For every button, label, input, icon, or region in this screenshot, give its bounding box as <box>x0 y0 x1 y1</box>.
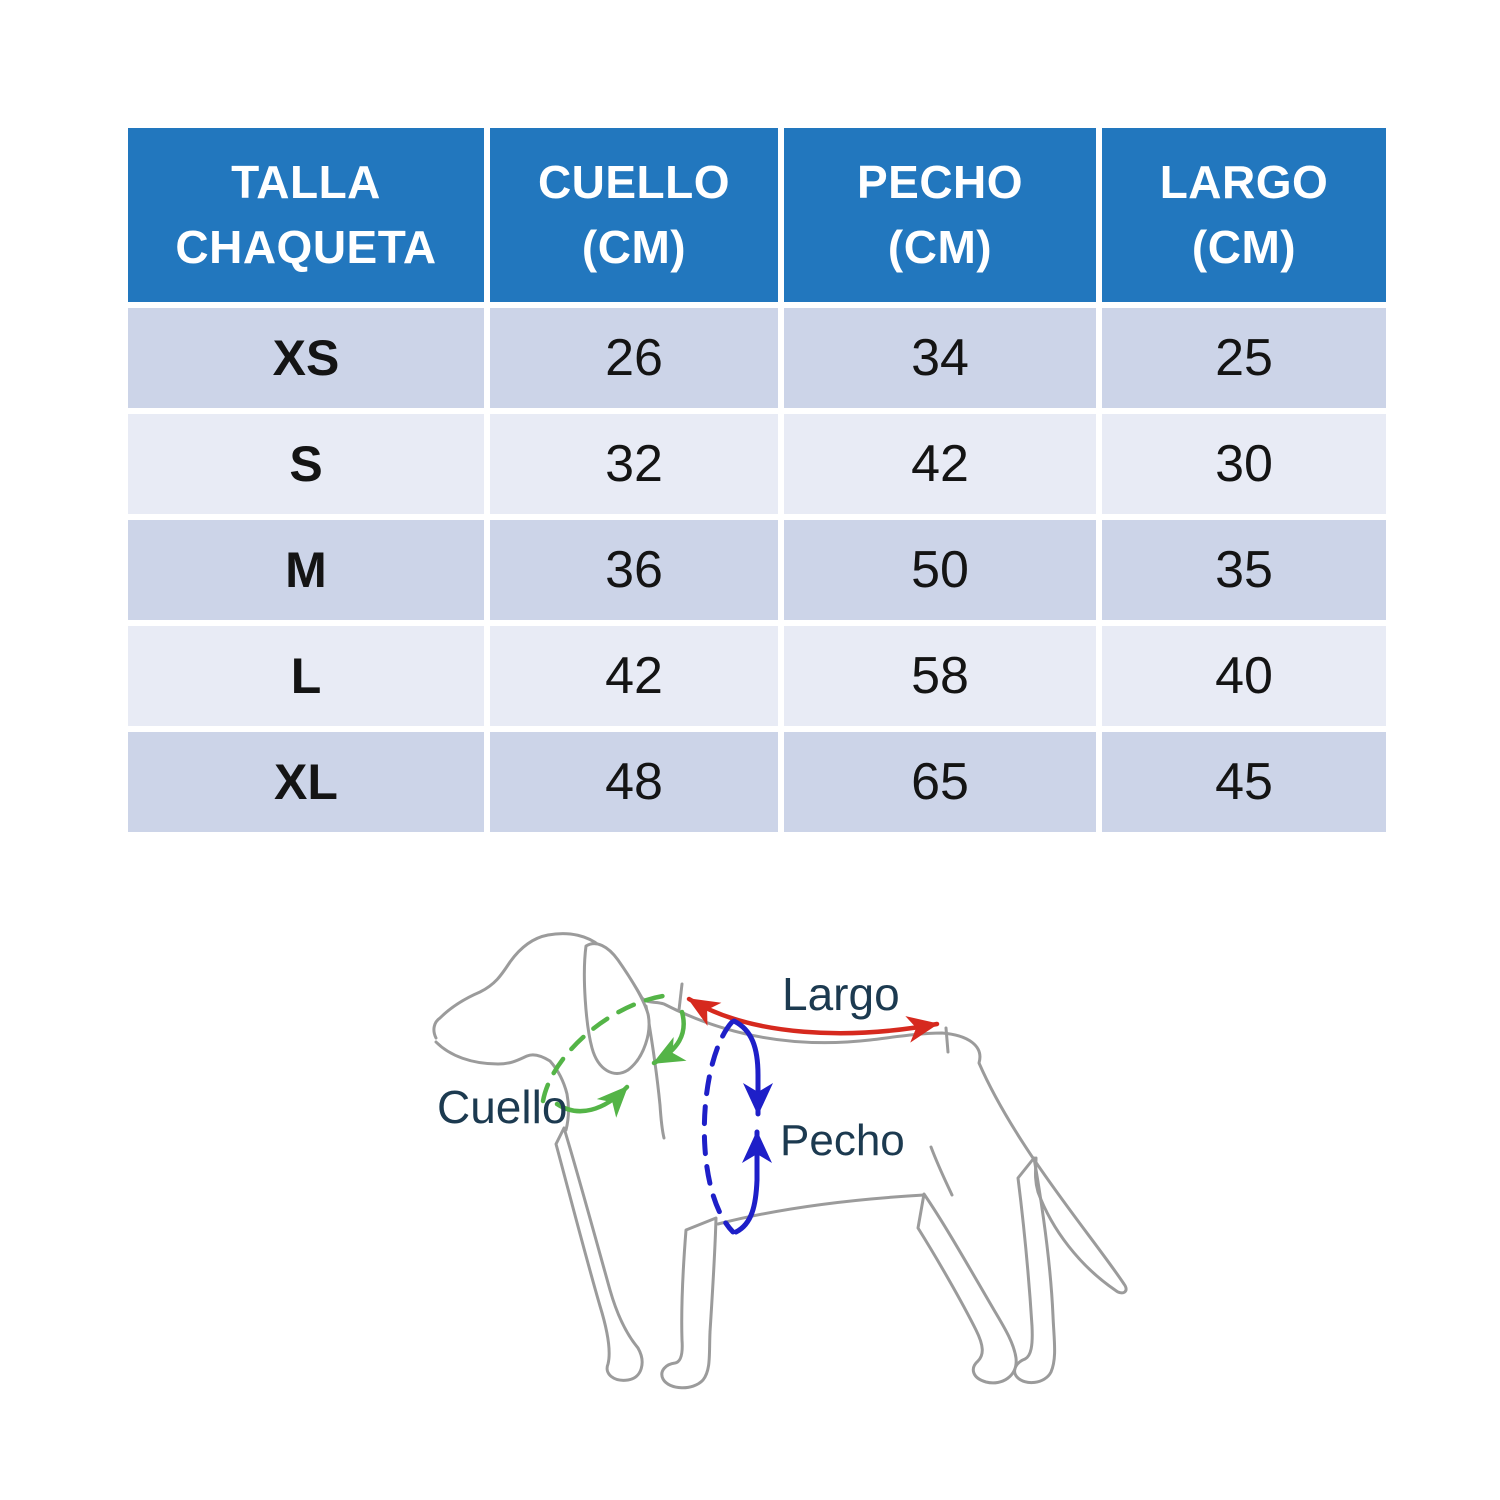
cell-l-largo: 40 <box>1102 626 1386 726</box>
cell-m-largo: 35 <box>1102 520 1386 620</box>
cell-s-largo: 30 <box>1102 414 1386 514</box>
header-cuello-line1: CUELLO <box>537 155 731 208</box>
dog-ear <box>584 944 649 1074</box>
header-talla-line1: TALLA <box>231 155 381 208</box>
dog-thigh-line <box>931 1147 952 1195</box>
cell-s-cuello: 32 <box>490 414 778 514</box>
pecho-dashed-arc <box>704 1022 733 1232</box>
cell-m-pecho: 50 <box>784 520 1096 620</box>
header-largo-line1: LARGO <box>1159 155 1329 208</box>
header-pecho-line2: (CM) <box>887 221 993 273</box>
cell-l-size: L <box>128 626 484 726</box>
dog-far-hind-leg <box>1015 1158 1055 1383</box>
cell-xl-pecho: 65 <box>784 732 1096 832</box>
header-cell-largo <box>1102 128 1386 302</box>
header-talla-line2: CHAQUETA <box>175 221 437 273</box>
cell-m-cuello: 36 <box>490 520 778 620</box>
cell-m-size: M <box>128 520 484 620</box>
pecho-label: Pecho <box>780 1116 905 1165</box>
cell-xs-pecho: 34 <box>784 308 1096 408</box>
cuello-label: Cuello <box>437 1081 568 1133</box>
cell-s-pecho: 42 <box>784 414 1096 514</box>
header-cell-cuello <box>490 128 778 302</box>
header-cell-pecho <box>784 128 1096 302</box>
cell-xl-size: XL <box>128 732 484 832</box>
header-pecho-line1: PECHO <box>856 155 1024 208</box>
cell-xs-cuello: 26 <box>490 308 778 408</box>
cell-xl-cuello: 48 <box>490 732 778 832</box>
cell-l-cuello: 42 <box>490 626 778 726</box>
cell-s-size: S <box>128 414 484 514</box>
cuello-arc-upper <box>654 1012 684 1063</box>
dog-near-hind-leg <box>918 1194 1016 1383</box>
header-largo-line2: (CM) <box>1191 221 1297 273</box>
dog-near-front-leg <box>662 1218 716 1388</box>
cell-xl-largo: 45 <box>1102 732 1386 832</box>
largo-tick-right <box>946 1028 948 1052</box>
header-cuello-line2: (CM) <box>581 221 687 273</box>
largo-tick-left <box>679 984 682 1010</box>
dog-measurement-diagram <box>380 880 1200 1460</box>
cell-xs-largo: 25 <box>1102 308 1386 408</box>
largo-label: Largo <box>782 968 900 1020</box>
cell-l-pecho: 58 <box>784 626 1096 726</box>
cell-xs-size: XS <box>128 308 484 408</box>
header-cell-talla-chaqueta <box>128 128 484 302</box>
dog-far-front-leg <box>556 1128 642 1380</box>
size-table <box>128 128 1386 832</box>
